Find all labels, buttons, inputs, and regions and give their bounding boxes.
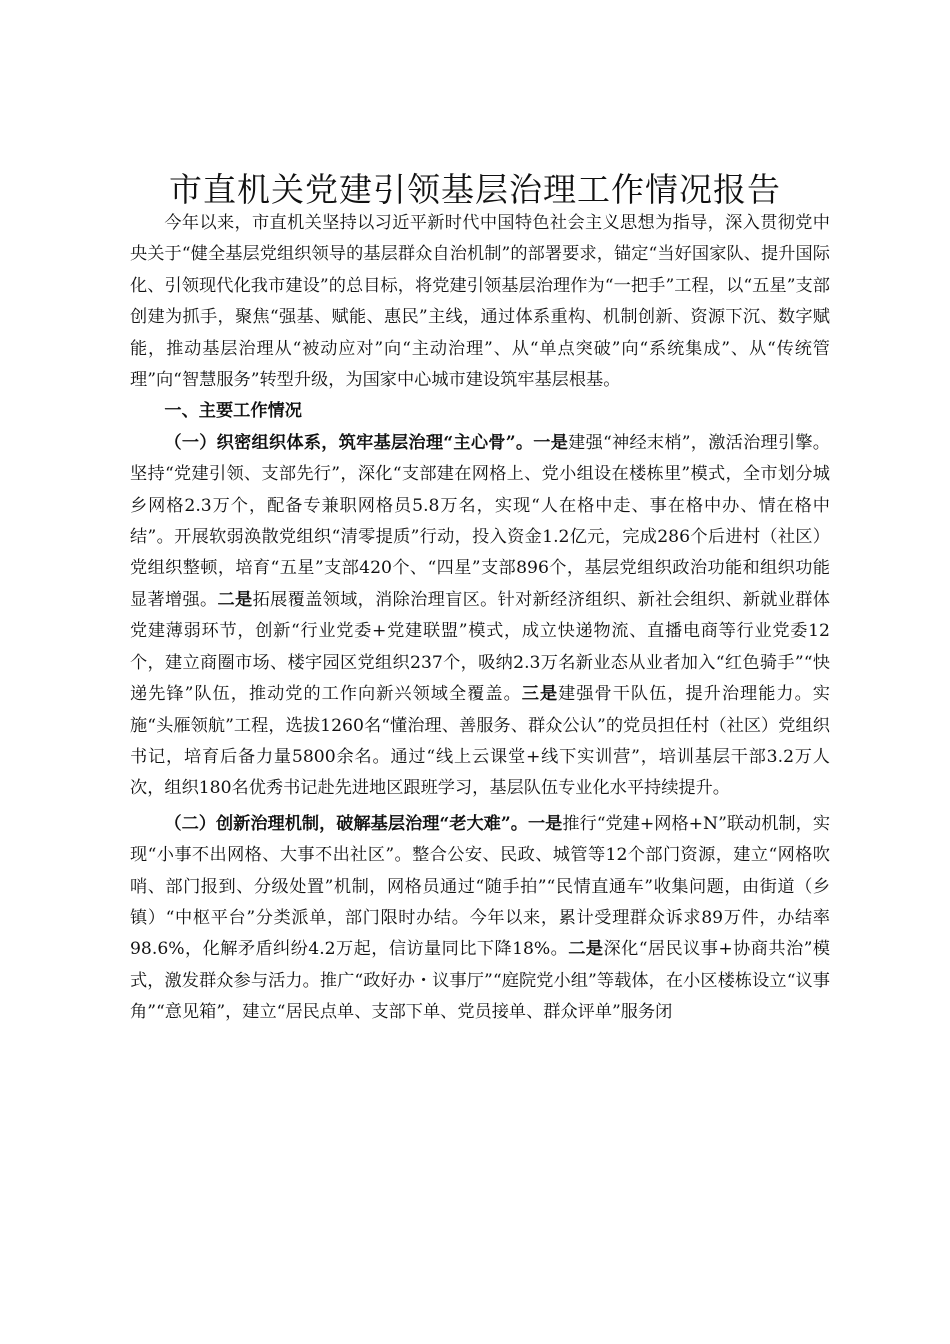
- intro-paragraph: 今年以来，市直机关坚持以习近平新时代中国特色社会主义思想为指导，深入贯彻党中央关于“健全基层党组织领导的基层群众自治机制”的部署要求，锚定“当好国家队、提升国际化、引领现代化我市建设”的总目标，将党建引领基层治理作为“一把手”工程，以“五星”支部创建为抓手，聚焦“强基、赋能、惠民”主线，通过体系重构、机制创新、资源下沉、数字赋能，推动基层治理从“被动应对”向“主动治理”、从“单点突破”向“系统集成”、从“传统管理”向“智慧服务”转型升级，为国家中心城市建设筑牢基层根基。: [130, 213, 830, 391]
- item-marker: 三是: [521, 684, 559, 705]
- item-text: 拓展覆盖领域，消除治理盲区。针对新经济组织、新社会组织、新就业群体党建薄弱环节，创新“行业党委+党建联盟”模式，成立快递物流、直播电商等行业党委12个，建立商圈市场、楼宇园区党组织237个，吸纳2.3万名新业态从业者加入“红色骑手”“快递先锋”队伍，推动党的工作向新兴领域全覆盖。: [130, 589, 830, 705]
- item-marker: 二是: [568, 939, 604, 960]
- item-text: 建强骨干队伍，提升治理能力。实施“头雁领航”工程，选拔1260名“懂治理、善服务、群众公认”的党员担任村（社区）党组织书记，培育后备力量5800余名。通过“线上云课堂+线下实训营”，培训基层干部3.2万人次，组织180名优秀书记赴先进地区跟班学习，基层队伍专业化水平持续提升。: [130, 684, 830, 799]
- subsection-1-heading: （一）织密组织体系，筑牢基层治理“主心骨”。: [164, 432, 534, 453]
- subsection-2-heading: （二）创新治理机制，破解基层治理“老大难”。: [164, 813, 528, 834]
- subsection-2-paragraph: [130, 809, 830, 1029]
- subsection-1-paragraph: [130, 428, 830, 805]
- page-title: 市直机关党建引领基层治理工作情况报告: [169, 170, 781, 209]
- section-heading: 一、主要工作情况: [164, 401, 302, 422]
- item-text: 推行“党建+网格+N”联动机制，实现“小事不出网格、大事不出社区”。整合公安、民政、城管等12个部门资源，建立“网格吹哨、部门报到、分级处置”机制，网格员通过“随手拍”“民情直通车”收集问题，由街道（乡镇）“中枢平台”分类派单，部门限时办结。今年以来，累计受理群众诉求89万件，办结率98.6%，化解矛盾纠纷4.2万起，信访量同比下降18%。: [130, 813, 831, 960]
- item-text: 深化“居民议事+协商共治”模式，激发群众参与活力。推广“政好办・议事厅”“庭院党小组”等载体，在小区楼栋设立“议事角”“意见箱”，建立“居民点单、支部下单、党员接单、群众评单”服务闭: [130, 939, 830, 1023]
- document-body: [130, 208, 830, 1029]
- item-marker: 一是: [533, 432, 569, 453]
- item-marker: 二是: [217, 589, 253, 610]
- item-marker: 一是: [527, 813, 563, 834]
- item-text: 建强“神经末梢”，激活治理引擎。坚持“党建引领、支部先行”，深化“支部建在网格上、党小组设在楼栋里”模式，全市划分城乡网格2.3万个，配备专兼职网格员5.8万名，实现“人在格中走、事在格中办、情在格中结”。开展软弱涣散党组织“清零提质”行动，投入资金1.2亿元，完成286个后进村（社区）党组织整顿，培育“五星”支部420个、“四星”支部896个，基层党组织政治功能和组织功能显著增强。: [130, 432, 830, 610]
